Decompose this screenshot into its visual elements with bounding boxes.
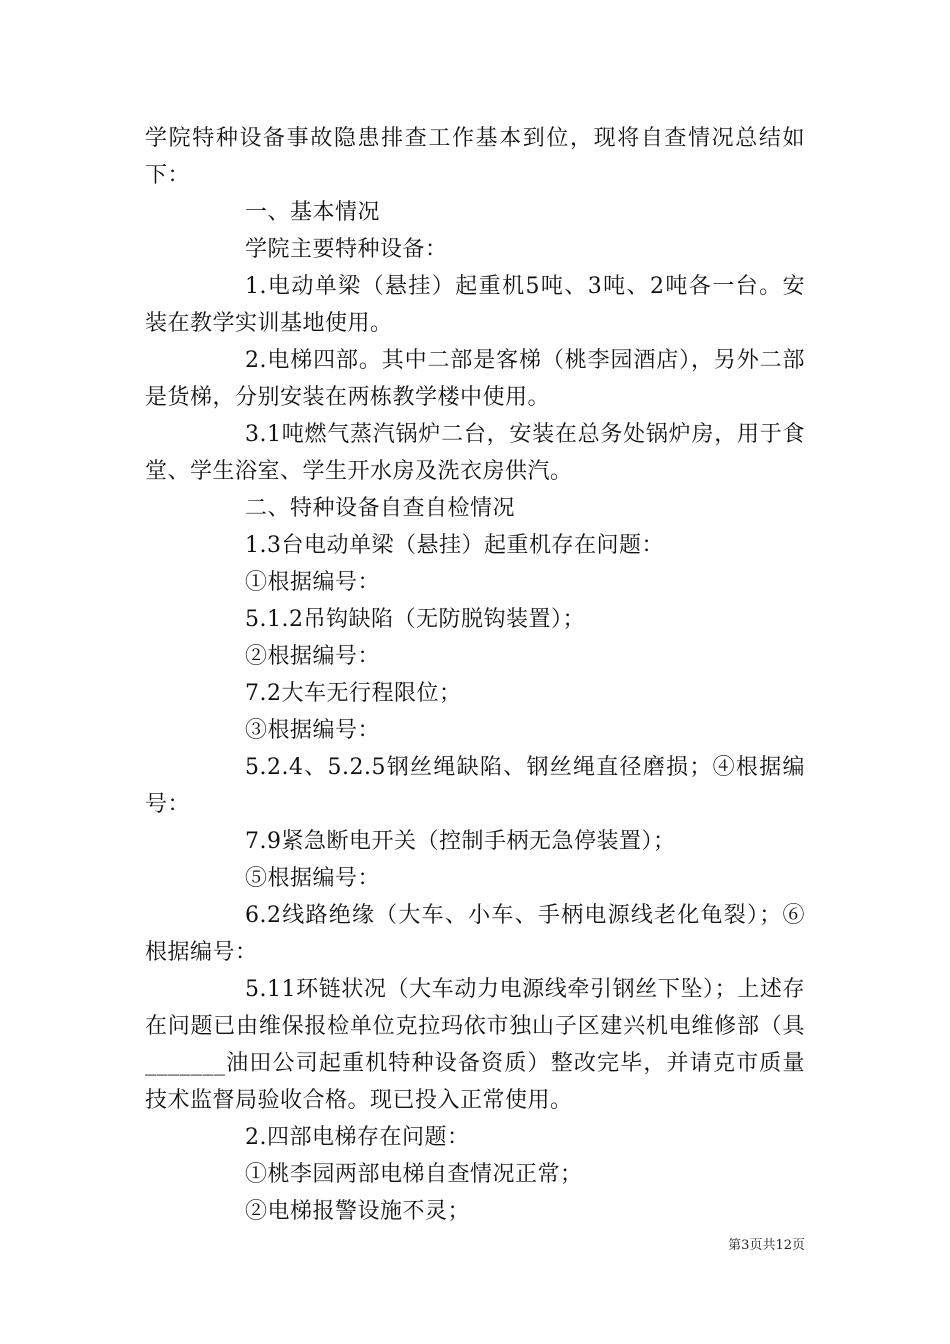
list-item-boilers: 3.1吨燃气蒸汽锅炉二台，安装在总务处锅炉房，用于食堂、学生浴室、学生开水房及洗衣房供汽。 bbox=[145, 422, 805, 484]
list-item-cranes: 1.电动单梁（悬挂）起重机5吨、3吨、2吨各一台。安装在教学实训基地使用。 bbox=[145, 274, 805, 336]
paragraph-intro: 学院特种设备事故隐患排查工作基本到位，现将自查情况总结如下： bbox=[145, 126, 805, 188]
issue-ref-5: ⑤根据编号： bbox=[245, 866, 381, 891]
issue-ref-1: ①根据编号： bbox=[245, 570, 381, 595]
issue-ref-2: ②根据编号： bbox=[245, 644, 381, 669]
paragraph-main-equipment: 学院主要特种设备： bbox=[245, 237, 448, 262]
issue-detail-4: 7.9紧急断电开关（控制手柄无急停装置）； bbox=[245, 829, 676, 854]
list-item-elevators: 2.电梯四部。其中二部是客梯（桃李园酒店），另外二部是货梯，分别安装在两栋教学楼中使用。 bbox=[145, 348, 805, 410]
issue-detail-3: 5.2.4、5.2.5钢丝绳缺陷、钢丝绳直径磨损；④根据编号： bbox=[145, 755, 805, 817]
list-item-crane-issues: 1.3台电动单梁（悬挂）起重机存在问题： bbox=[245, 533, 664, 558]
heading-self-inspection: 二、特种设备自查自检情况 bbox=[245, 496, 516, 521]
elevator-issue-1: ①桃李园两部电梯自查情况正常； bbox=[245, 1162, 583, 1187]
page-number: 第3页共12页 bbox=[728, 1238, 805, 1253]
list-item-elevator-issues: 2.四部电梯存在问题： bbox=[245, 1125, 470, 1150]
heading-basic-situation: 一、基本情况 bbox=[245, 200, 381, 225]
elevator-issue-2: ②电梯报警设施不灵； bbox=[245, 1199, 471, 1224]
issue-detail-6: 5.11环链状况（大车动力电源线牵引钢丝下坠）；上述存在问题已由维保报检单位克拉玛依市独山子区建兴机电维修部（具_______油田公司起重机特种设备资质）整改完毕，并请克市质量技术监督局验收合格。现已投入正常使用。 bbox=[145, 977, 805, 1113]
issue-detail-1: 5.1.2吊钩缺陷（无防脱钩装置）； bbox=[245, 607, 585, 632]
issue-ref-3: ③根据编号： bbox=[245, 718, 381, 743]
issue-detail-2: 7.2大车无行程限位； bbox=[245, 681, 462, 706]
issue-detail-5: 6.2线路绝缘（大车、小车、手柄电源线老化龟裂）；⑥根据编号： bbox=[145, 903, 805, 965]
document-body bbox=[145, 120, 805, 1230]
